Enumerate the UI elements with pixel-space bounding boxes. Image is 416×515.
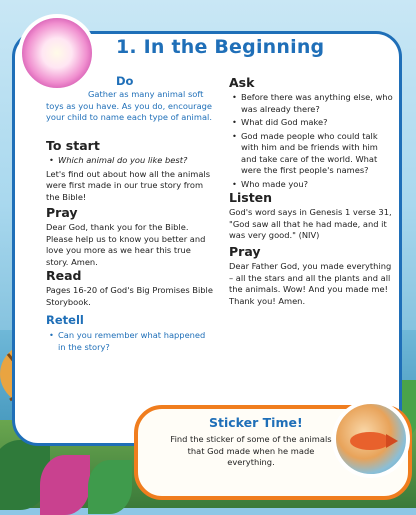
pray2-section	[229, 244, 395, 307]
retell-bullet: • Can you remember what happened in the story?	[46, 330, 214, 353]
fish-fin-shape	[386, 434, 398, 448]
read-body: Pages 16-20 of God's Big Promises Bible Storybook.	[46, 285, 213, 307]
pray2-body: Dear Father God, you made everything – all the stars and all the plants and all the animals. Wow! And you made me! Thank you! Amen.	[229, 261, 392, 306]
ask-bullet: • God made people who could talk with him and be friends with him and take care of the world. What were the first people's names?	[229, 131, 395, 177]
ask-bullet: • What did God make?	[229, 117, 395, 129]
listen-heading: Listen	[229, 190, 273, 205]
leaf-decoration	[40, 455, 90, 515]
to-start-bullet	[46, 155, 214, 167]
ask-heading: Ask	[229, 75, 255, 90]
page-title: 1. In the Beginning	[116, 36, 325, 58]
sticker-title: Sticker Time!	[209, 415, 303, 430]
to-start-heading: To start	[46, 138, 100, 153]
listen-section	[229, 190, 395, 242]
retell-section	[46, 313, 214, 353]
ask-section	[229, 75, 395, 190]
pray1-heading: Pray	[46, 205, 78, 220]
listen-body: God's word says in Genesis 1 verse 31, "God saw all that he had made, and it was very good." (NIV)	[229, 207, 392, 240]
read-heading: Read	[46, 268, 82, 283]
pray1-body: Dear God, thank you for the Bible. Please help us to know you better and love you more as we hear this true story. Amen.	[46, 222, 206, 267]
ask-bullet: • Who made you?	[229, 179, 395, 191]
do-body: Gather as many animal soft toys as you have. As you do, encourage your child to name each type of animal.	[46, 89, 213, 122]
sticker-body: Find the sticker of some of the animals that God made when he made everything.	[170, 434, 332, 467]
do-heading: Do	[116, 74, 134, 88]
retell-heading: Retell	[46, 313, 84, 327]
to-start-section	[46, 138, 214, 203]
fish-shape	[350, 432, 390, 450]
pray1-section	[46, 205, 214, 268]
sticker-illustration	[332, 400, 410, 478]
ask-bullet: • Before there was anything else, who was already there?	[229, 92, 395, 115]
to-start-body: Let's find out about how all the animals were first made in our true story from the Bible!	[46, 168, 211, 202]
pray2-heading: Pray	[229, 244, 261, 259]
read-section	[46, 268, 214, 308]
left-column	[46, 74, 214, 124]
to-start-question: Which animal do you like best?	[58, 155, 188, 165]
leaf-decoration	[88, 460, 132, 514]
